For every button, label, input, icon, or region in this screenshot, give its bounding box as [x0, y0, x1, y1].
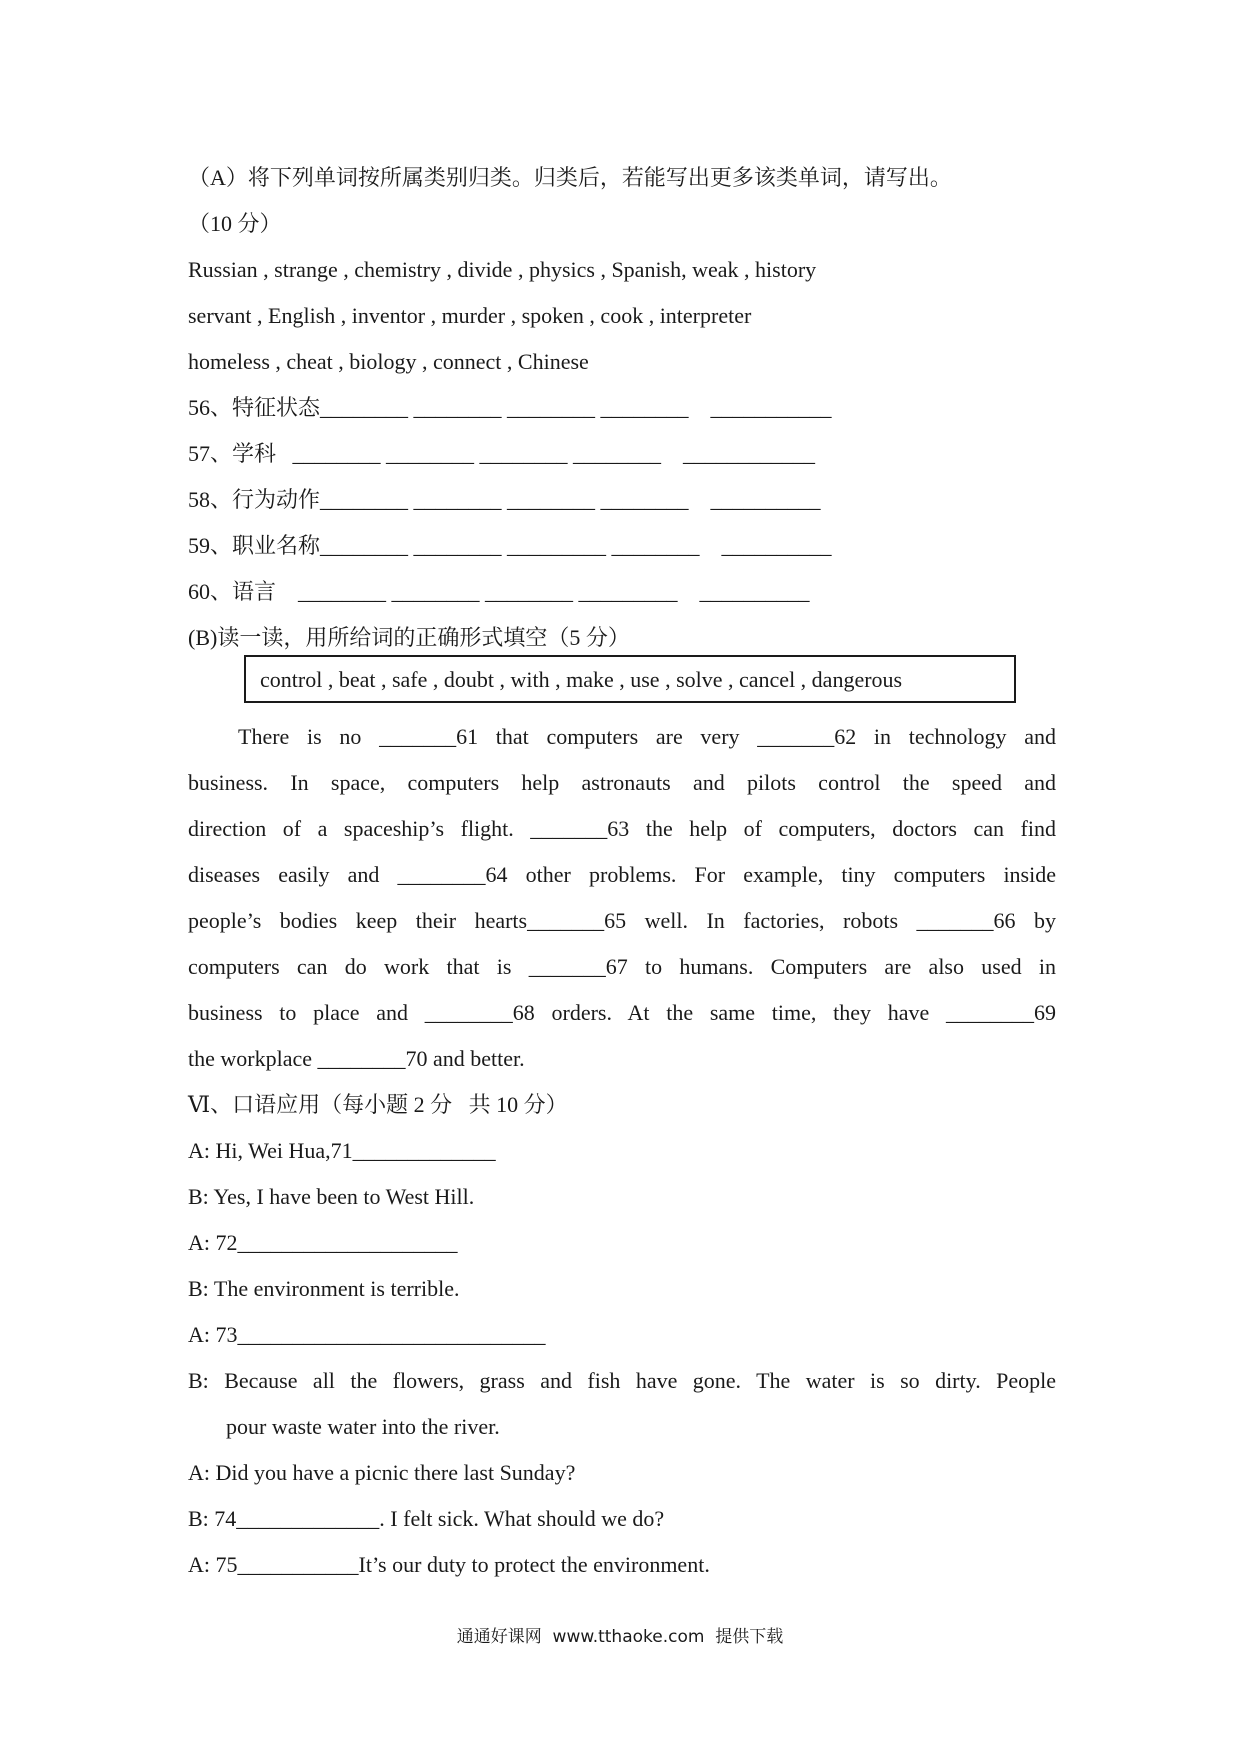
dialogue-line: A: 75___________It’s our duty to protect the environment. — [188, 1552, 710, 1577]
passage-line: diseases easily and ________64 other problems. For example, tiny computers inside — [188, 862, 1056, 887]
word-list-line: Russian , strange , chemistry , divide , physics , Spanish, weak , history — [188, 257, 817, 282]
word-list-line: servant , English , inventor , murder , spoken , cook , interpreter — [188, 303, 752, 328]
word-box-text: control , beat , safe , doubt , with , make , use , solve , cancel , dangerous — [260, 667, 903, 692]
dialogue-line: A: Did you have a picnic there last Sunday? — [188, 1460, 576, 1485]
word-box — [244, 655, 1016, 703]
dialogue-line: B: The environment is terrible. — [188, 1276, 460, 1301]
dialogue-line-continuation: pour waste water into the river. — [226, 1414, 500, 1439]
category-line-58: 58、行为动作________ ________ ________ ________ __________ — [188, 487, 821, 512]
dialogue-line: B: Yes, I have been to West Hill. — [188, 1184, 475, 1209]
section-a-instruction: （A）将下列单词按所属类别归类。归类后，若能写出更多该类单词，请写出。 — [188, 165, 952, 190]
category-line-60: 60、语言 ________ ________ ________ _________ __________ — [188, 579, 810, 604]
dialogue-line: A: Hi, Wei Hua,71_____________ — [188, 1138, 496, 1163]
passage-line: direction of a spaceship’s flight. _______63 the help of computers, doctors can find — [188, 816, 1056, 841]
passage-line: computers can do work that is _______67 to humans. Computers are also used in — [188, 954, 1056, 979]
passage-line: people’s bodies keep their hearts_______65 well. In factories, robots _______66 by — [188, 908, 1056, 933]
dialogue-line: B: Because all the flowers, grass and fish have gone. The water is so dirty. People — [188, 1368, 1056, 1393]
category-line-56: 56、特征状态________ ________ ________ ________ ___________ — [188, 395, 832, 420]
category-line-59: 59、职业名称________ ________ _________ ________ __________ — [188, 533, 832, 558]
section-a-points: （10 分） — [188, 211, 282, 236]
passage-line: business to place and ________68 orders. At the same time, they have ________69 — [188, 1000, 1056, 1025]
dialogue-line: B: 74_____________. I felt sick. What should we do? — [188, 1506, 665, 1531]
category-line-57: 57、学科 ________ ________ ________ ________ ____________ — [188, 441, 816, 466]
passage-line: There is no _______61 that computers are very _______62 in technology and — [238, 724, 1056, 749]
page-footer: 通通好课网 www.tthaoke.com 提供下载 — [456, 1627, 784, 1647]
section-b-instruction: (B)读一读，用所给词的正确形式填空（5 分） — [188, 625, 630, 650]
word-list-line: homeless , cheat , biology , connect , Chinese — [188, 349, 589, 374]
dialogue-line: A: 73____________________________ — [188, 1322, 546, 1347]
section-vi-heading: Ⅵ、口语应用（每小题 2 分 共 10 分） — [188, 1092, 568, 1117]
dialogue-line: A: 72____________________ — [188, 1230, 458, 1255]
passage-line: business. In space, computers help astronauts and pilots control the speed and — [188, 770, 1056, 795]
passage-line: the workplace ________70 and better. — [188, 1046, 525, 1071]
